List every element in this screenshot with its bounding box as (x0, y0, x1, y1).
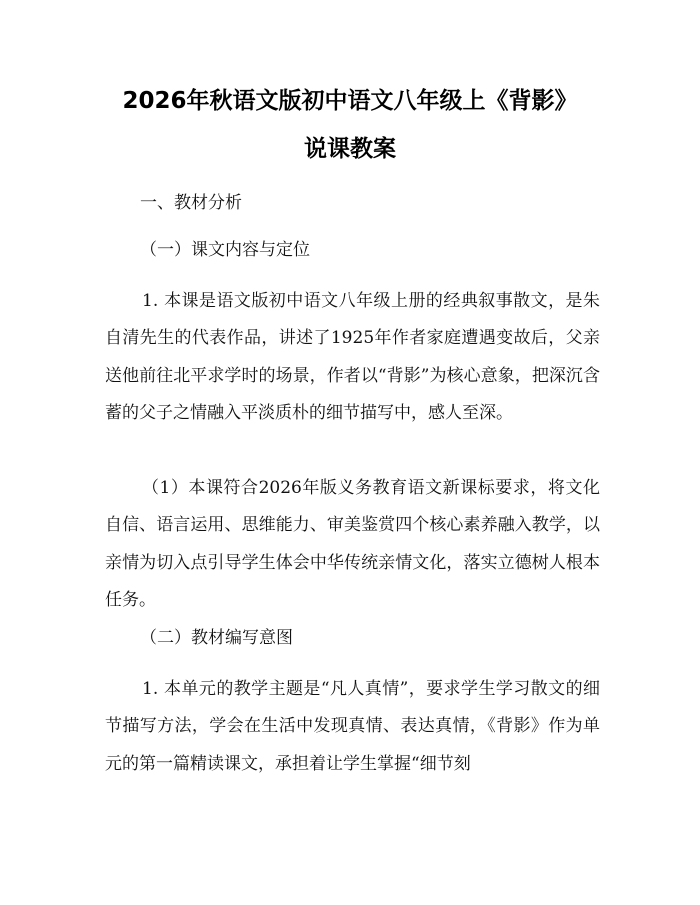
document-title-line1: 2026年秋语文版初中语文八年级上《背影》 (122, 88, 578, 114)
paragraph-curriculum-standards: （1）本课符合2026年版义务教育语文新课标要求，将文化自信、语言运用、思维能力、审美鉴赏四个核心素养融入教学，以亲情为切入点引导学生体会中华传统亲情文化，落实立德树人根本任务。 (105, 478, 600, 611)
document-title-line2: 说课教案 (304, 136, 396, 162)
section-heading-teaching-material-analysis: 一、教材分析 (140, 193, 242, 213)
paragraph-lesson-overview: 1. 本课是语文版初中语文八年级上册的经典叙事散文，是朱自清先生的代表作品，讲述了1925年作者家庭遭遇变故后，父亲送他前往北平求学时的场景，作者以“背影”为核心意象，把深沉含蓄的父子之情融入平淡质朴的细节描写中，感人至深。 (105, 291, 600, 424)
subsection-heading-editing-intent: （二）教材编写意图 (140, 628, 293, 648)
subsection-heading-content-positioning: （一）课文内容与定位 (140, 240, 310, 260)
paragraph-unit-theme: 1. 本单元的教学主题是“凡人真情”，要求学生学习散文的细节描写方法，学会在生活中发现真情、表达真情，《背影》作为单元的第一篇精读课文，承担着让学生掌握“细节刻 (105, 679, 600, 774)
